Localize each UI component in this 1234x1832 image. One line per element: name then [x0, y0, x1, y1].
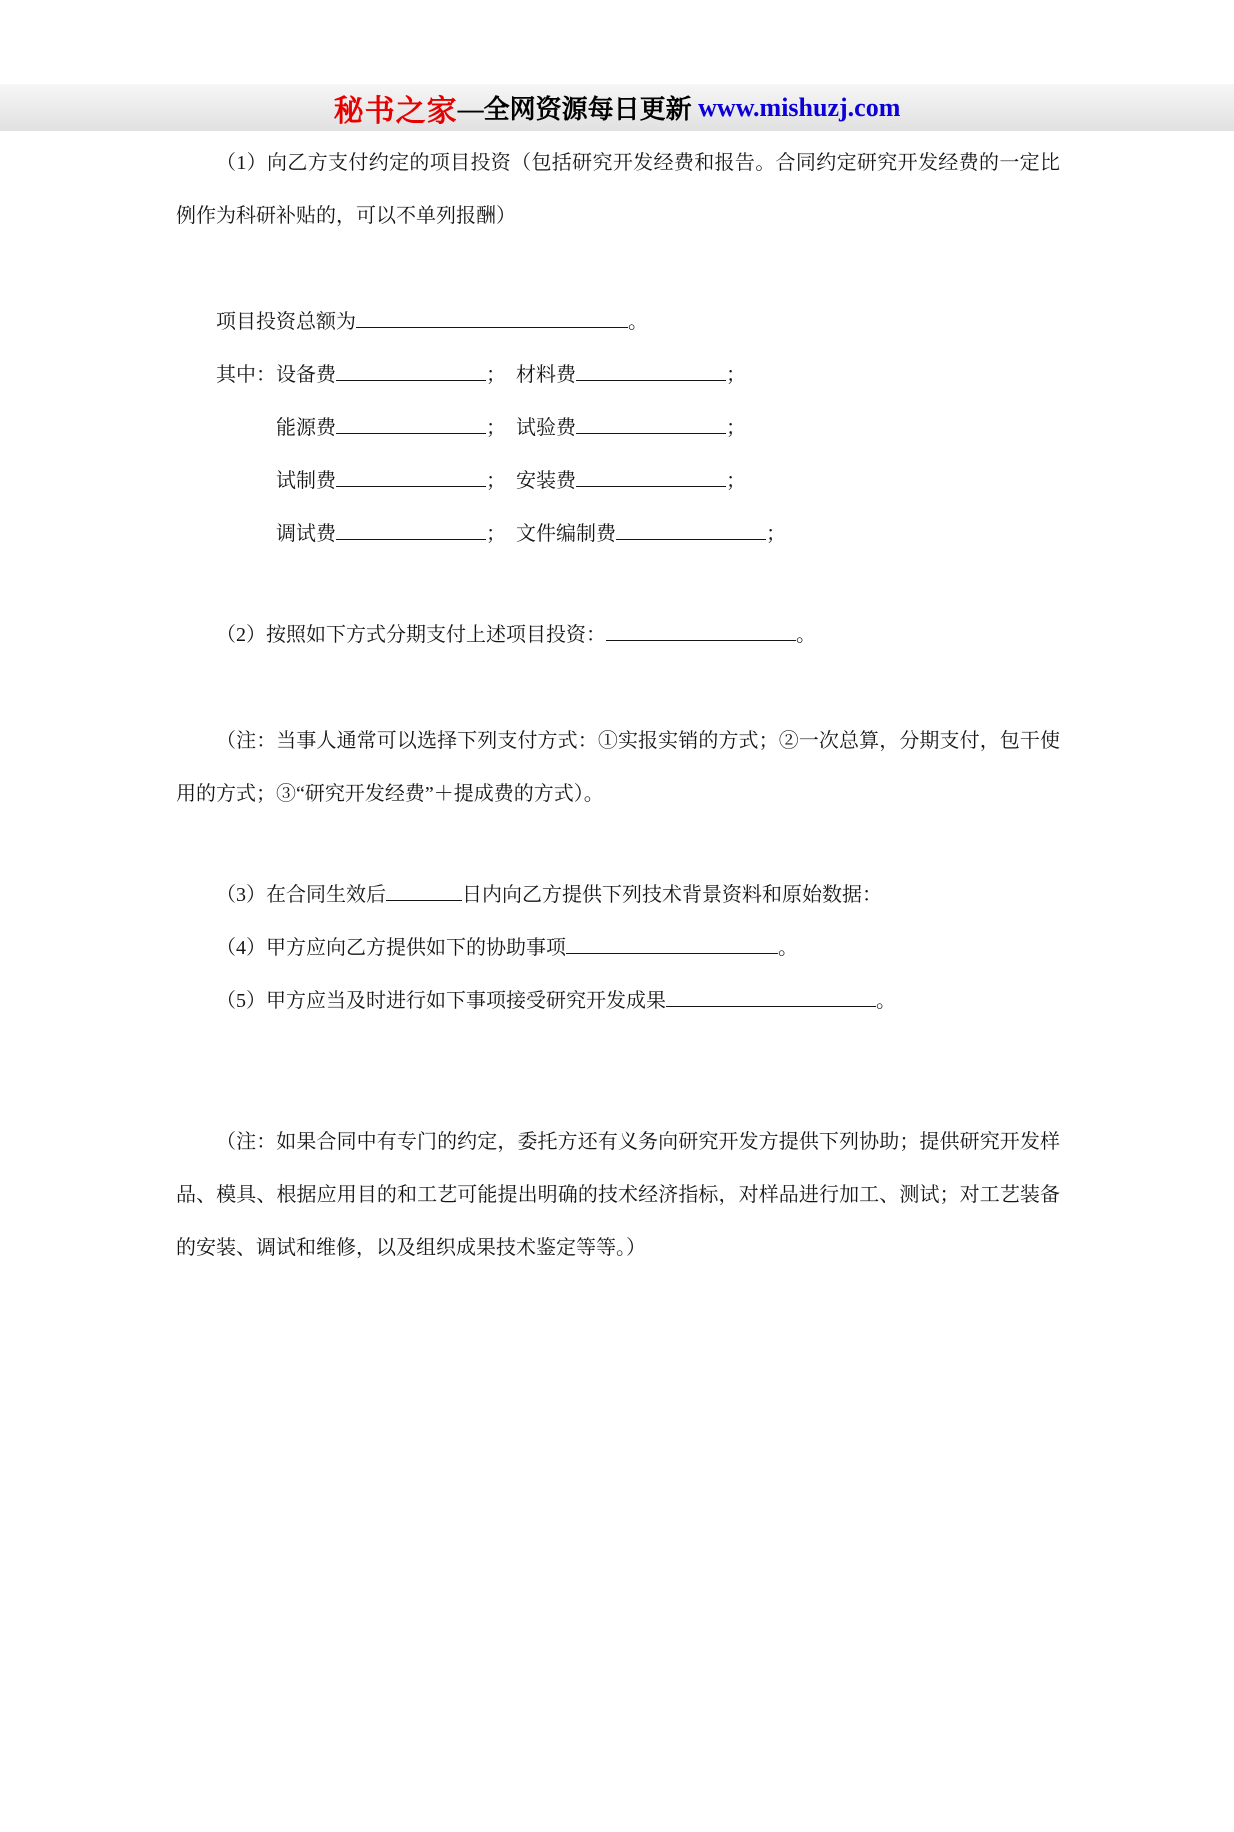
fee-row-3 — [176, 455, 1060, 508]
fee-separator: ； — [766, 523, 786, 545]
fee-separator: ； — [726, 417, 746, 439]
fee-row-4 — [176, 508, 1060, 561]
fee-cell-materials — [516, 364, 746, 386]
fee-separator: ； — [726, 470, 746, 492]
fee-separator: ； — [726, 364, 746, 386]
line-total-investment — [176, 296, 1060, 349]
paragraph-background-materials — [176, 869, 1060, 922]
fee-label-energy: 能源费 — [276, 417, 336, 439]
fee-separator: ； — [486, 470, 506, 492]
paragraph-payment-installments — [176, 609, 1060, 662]
fee-label-trial: 试制费 — [276, 470, 336, 492]
assistance-items-period: 。 — [778, 937, 798, 959]
fee-row-1 — [176, 349, 1060, 402]
document-body — [0, 131, 1234, 1275]
paragraph-assistance-items — [176, 922, 1060, 975]
fee-separator: ； — [486, 523, 506, 545]
blank-installation-fee — [576, 466, 726, 487]
paragraph-investment-intro: （1）向乙方支付约定的项目投资（包括研究开发经费和报告。合同约定研究开发经费的一定比例作为科研补贴的，可以不单列报酬） — [176, 152, 1060, 227]
background-materials-post: 日内向乙方提供下列技术背景资料和原始数据： — [462, 884, 882, 906]
fee-cell-testing — [516, 417, 746, 439]
blank-testing-fee — [576, 413, 726, 434]
site-brand: 秘书之家 — [333, 94, 458, 128]
site-header-banner — [0, 84, 1234, 131]
total-investment-period: 。 — [628, 311, 648, 333]
blank-energy-fee — [336, 413, 486, 434]
accept-results-label: （5）甲方应当及时进行如下事项接受研究开发成果 — [216, 990, 666, 1012]
blank-trial-fee — [336, 466, 486, 487]
blank-total-investment — [356, 307, 628, 328]
fee-breakdown-prefix: 其中： — [216, 364, 276, 386]
fee-cell-equipment — [276, 364, 506, 386]
fee-cell-trial — [276, 470, 506, 492]
paragraph-accept-results — [176, 975, 1060, 1028]
fee-label-documentation: 文件编制费 — [516, 523, 616, 545]
site-url-link[interactable]: www.mishuzj.com — [698, 92, 901, 122]
fee-cell-documentation — [516, 523, 786, 545]
blank-debugging-fee — [336, 519, 486, 540]
fee-separator: ； — [486, 417, 506, 439]
fee-label-materials: 材料费 — [516, 364, 576, 386]
note-entrusting-party-obligations: （注：如果合同中有专门的约定，委托方还有义务向研究开发方提供下列协助；提供研究开发样品、模具、根据应用目的和工艺可能提出明确的技术经济指标，对样品进行加工、测试；对工艺装备的安装、调试和维修，以及组织成果技术鉴定等等。） — [176, 1131, 1060, 1259]
fee-cell-installation — [516, 470, 746, 492]
fee-breakdown-block — [176, 349, 1060, 561]
fee-separator: ； — [486, 364, 506, 386]
total-investment-label: 项目投资总额为 — [216, 311, 356, 333]
note-payment-methods: （注：当事人通常可以选择下列支付方式：①实报实销的方式；②一次总算，分期支付，包干使用的方式；③“研究开发经费”＋提成费的方式）。 — [176, 730, 1060, 805]
payment-installments-label: （2）按照如下方式分期支付上述项目投资： — [216, 624, 606, 646]
fee-label-equipment: 设备费 — [276, 364, 336, 386]
blank-documentation-fee — [616, 519, 766, 540]
fee-cell-debugging — [276, 523, 506, 545]
assistance-items-label: （4）甲方应向乙方提供如下的协助事项 — [216, 937, 566, 959]
fee-label-testing: 试验费 — [516, 417, 576, 439]
blank-payment-method — [606, 620, 796, 641]
blank-equipment-fee — [336, 360, 486, 381]
accept-results-period: 。 — [876, 990, 896, 1012]
payment-installments-period: 。 — [796, 624, 816, 646]
blank-days — [386, 880, 462, 901]
blank-materials-fee — [576, 360, 726, 381]
fee-cell-energy — [276, 417, 506, 439]
fee-label-installation: 安装费 — [516, 470, 576, 492]
site-tagline: —全网资源每日更新 — [457, 95, 699, 124]
fee-label-debugging: 调试费 — [276, 523, 336, 545]
blank-accept-results — [666, 986, 876, 1007]
blank-assistance-items — [566, 933, 778, 954]
background-materials-pre: （3）在合同生效后 — [216, 884, 386, 906]
fee-row-2 — [176, 402, 1060, 455]
